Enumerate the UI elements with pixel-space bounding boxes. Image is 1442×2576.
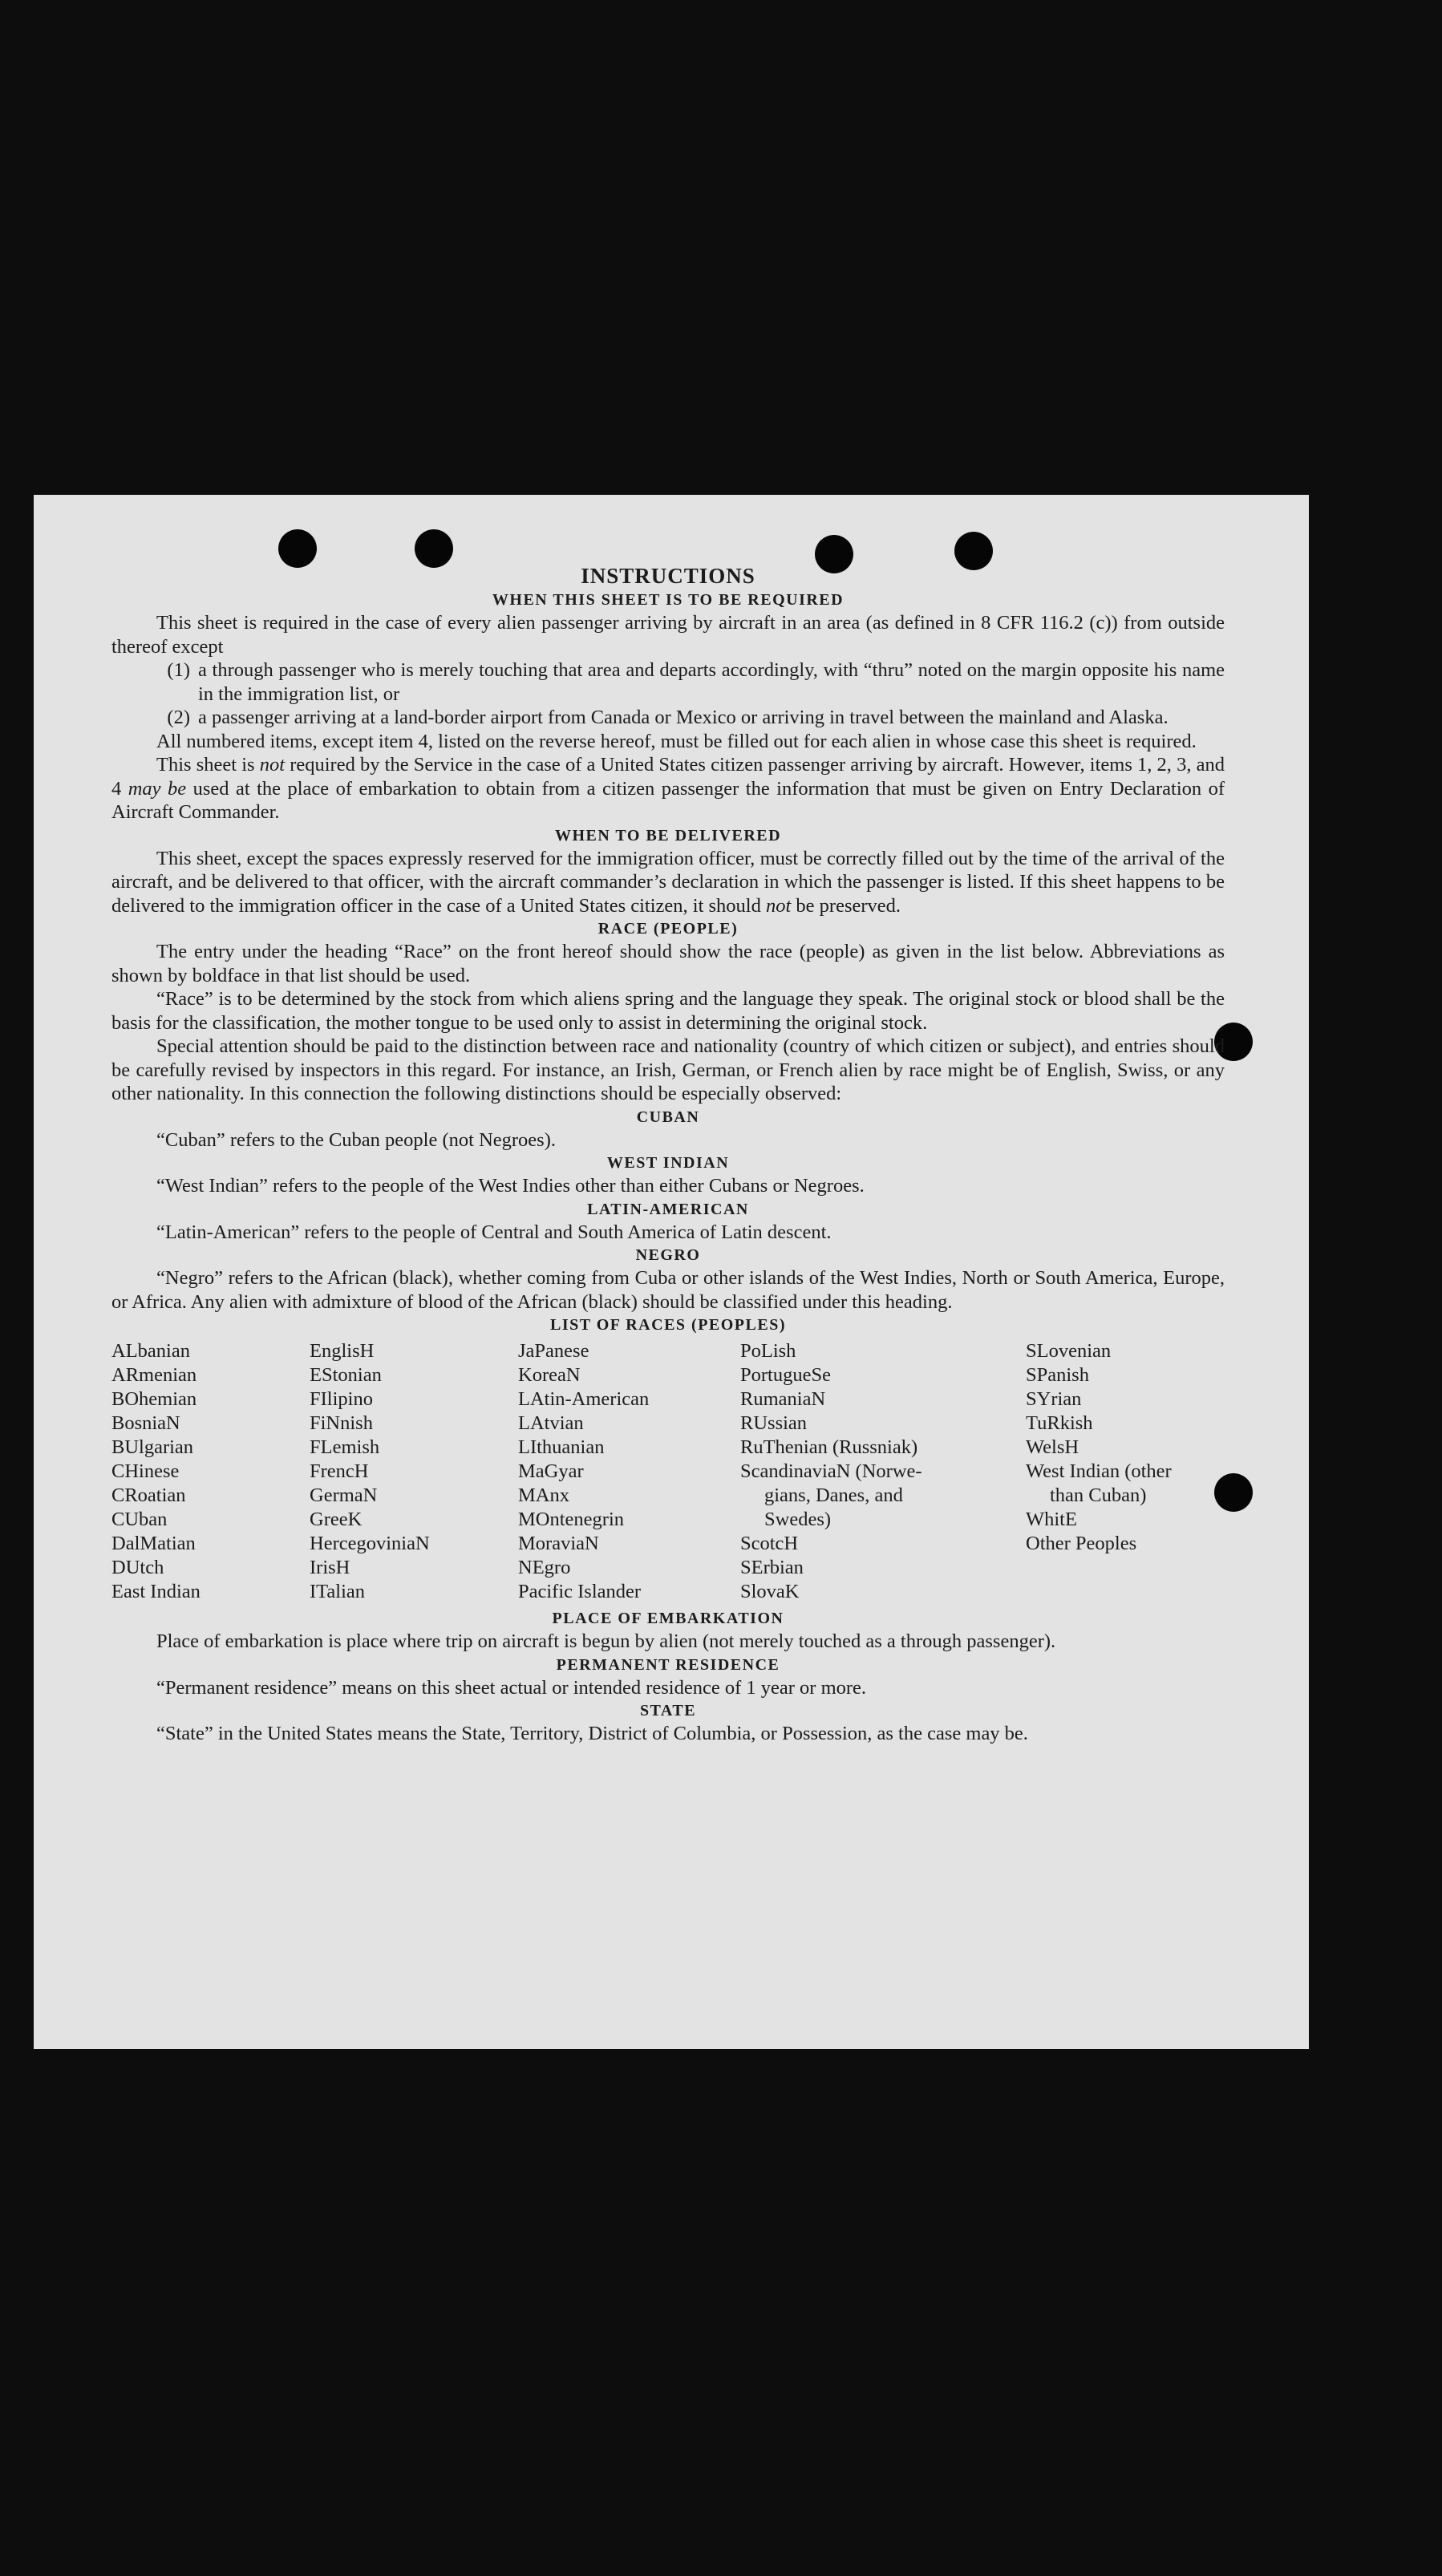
race-item: DUtch — [111, 1557, 164, 1578]
race-item-continued: than Cuban) — [1050, 1484, 1147, 1506]
race-item: Pacific Islander — [518, 1581, 642, 1602]
heading-negro: NEGRO — [635, 1246, 701, 1264]
paragraph: “Latin-American” refers to the people of Central and South America of Latin descent. — [156, 1221, 832, 1243]
paragraph: “Race” is to be determined by the stock from which aliens spring and the language they speak. The original stock or blood shall be the basis for the classification, the mother tongue to be used only to assist in determining the original stock. — [111, 988, 1225, 1034]
race-item-continued: gians, Danes, and — [764, 1484, 903, 1506]
race-item: CUban — [111, 1509, 168, 1530]
race-item: LIthuanian — [518, 1436, 605, 1458]
race-item: SPanish — [1026, 1364, 1089, 1386]
paragraph: This sheet is required in the case of every alien passenger arriving by aircraft in an area (as defined in 8 CFR 116.2 (c)) from outside thereof except — [111, 612, 1225, 658]
race-item: CRoatian — [111, 1484, 186, 1506]
list-item — [111, 658, 1225, 706]
race-item: CHinese — [111, 1460, 180, 1482]
heading-latin-american: LATIN-AMERICAN — [587, 1200, 749, 1218]
race-item: MOntenegrin — [518, 1509, 624, 1530]
race-item: MoraviaN — [518, 1533, 599, 1554]
race-item: EnglisH — [310, 1340, 375, 1362]
text-run: This sheet, except the spaces expressly reserved for the immigration officer, must be correctly filled out by the time of the arrival of the aircraft, and be delivered to that officer, with the aircraft commander’s declaration in which the passenger is listed. If this sheet happens to be delivered to the immigration officer in the case of a United States citizen, it should — [111, 847, 1225, 917]
item-text: a passenger arriving at a land-border airport from Canada or Mexico or arriving in travel between the mainland and Alaska. — [198, 707, 1169, 728]
heading-permanent-residence: PERMANENT RESIDENCE — [556, 1655, 780, 1674]
item-text: a through passenger who is merely touching that area and departs accordingly, with “thru” noted on the margin opposite his name in the immigration list, or — [198, 659, 1225, 705]
race-item: FIlipino — [310, 1388, 373, 1410]
paragraph — [111, 847, 1225, 918]
races-column — [518, 1339, 740, 1604]
race-item: ARmenian — [111, 1364, 197, 1386]
race-item: GermaN — [310, 1484, 378, 1506]
race-item-continued: Swedes) — [764, 1509, 832, 1530]
paragraph: “Permanent residence” means on this sheet actual or intended residence of 1 year or more. — [156, 1676, 867, 1699]
race-item: EStonian — [310, 1364, 382, 1386]
race-item: PoLish — [740, 1340, 796, 1362]
race-item: PortugueSe — [740, 1364, 831, 1386]
race-item: FLemish — [310, 1436, 380, 1458]
race-item: SLovenian — [1026, 1340, 1112, 1362]
race-item: LAtvian — [518, 1412, 584, 1434]
race-item: WelsH — [1026, 1436, 1079, 1458]
paragraph: All numbered items, except item 4, listed on the reverse hereof, must be filled out for each alien in whose case this sheet is required. — [156, 730, 1197, 752]
text-run: This sheet is — [156, 754, 260, 776]
heading-west-indian: WEST INDIAN — [606, 1154, 730, 1172]
race-item: IrisH — [310, 1557, 350, 1578]
race-item: Other Peoples — [1026, 1533, 1137, 1554]
emphasis: may be — [128, 777, 187, 800]
race-item: HercegoviniaN — [310, 1533, 430, 1554]
race-item: SlovaK — [740, 1581, 800, 1602]
race-item: RuThenian (Russniak) — [740, 1436, 918, 1458]
heading-cuban: CUBAN — [636, 1108, 700, 1126]
emphasis: not — [765, 894, 792, 917]
paragraph: “State” in the United States means the State, Territory, District of Columbia, or Possession, as the case may be. — [156, 1723, 1028, 1744]
race-item: BUlgarian — [111, 1436, 194, 1458]
race-item: FrencH — [310, 1460, 369, 1482]
paragraph: “Negro” refers to the African (black), whether coming from Cuba or other islands of the West Indies, North or South America, Europe, or Africa. Any alien with admixture of blood of the African (black) should be classified under this heading. — [111, 1267, 1225, 1313]
paragraph: Place of embarkation is place where trip on aircraft is begun by alien (not merely touched as a through passenger). — [156, 1630, 1056, 1652]
punch-hole — [415, 529, 453, 568]
race-item: NEgro — [518, 1557, 571, 1578]
race-item: WhitE — [1026, 1509, 1077, 1530]
item-number: (2) — [167, 707, 190, 728]
paragraph: Special attention should be paid to the distinction between race and nationality (country of which citizen or subject), and entries should be carefully revised by inspectors in this regard. For instance, an Irish, German, or French alien by race might be of English, Swiss, or any other nationality. In this connection the following distinctions should be especially observed: — [111, 1035, 1225, 1104]
heading-state: STATE — [639, 1702, 697, 1719]
heading-race: RACE (PEOPLE) — [597, 920, 739, 938]
text-run: be preserved. — [791, 894, 901, 917]
race-item: GreeK — [310, 1509, 363, 1530]
race-item: MAnx — [518, 1484, 569, 1506]
race-item: TuRkish — [1026, 1412, 1093, 1434]
race-item: FiNnish — [310, 1412, 373, 1434]
heading-when-delivered: WHEN TO BE DELIVERED — [554, 826, 782, 844]
race-item: MaGyar — [518, 1460, 584, 1482]
race-item: ITalian — [310, 1581, 366, 1602]
races-list — [111, 1339, 1225, 1604]
text-run: used at the place of embarkation to obtain from a citizen passenger the information that must be given on Entry Declaration of Aircraft Commander. — [111, 777, 1225, 823]
race-item: RumaniaN — [740, 1388, 826, 1410]
race-item: JaPanese — [518, 1340, 589, 1362]
paragraph: “West Indian” refers to the people of the West Indies other than either Cubans or Negroes. — [156, 1175, 865, 1197]
races-column — [310, 1339, 518, 1604]
race-item: SErbian — [740, 1557, 804, 1578]
races-column — [740, 1339, 1026, 1604]
race-item: LAtin-American — [518, 1388, 650, 1410]
paragraph — [111, 753, 1225, 824]
item-number: (1) — [167, 659, 190, 681]
heading-list-of-races: LIST OF RACES (PEOPLES) — [549, 1316, 786, 1334]
race-item: ALbanian — [111, 1340, 190, 1362]
race-item: East Indian — [111, 1581, 201, 1602]
instructions-body — [111, 563, 1225, 1746]
race-item: DalMatian — [111, 1533, 196, 1554]
emphasis: not — [259, 754, 286, 776]
instruction-sheet — [34, 495, 1309, 2049]
race-item: BOhemian — [111, 1388, 197, 1410]
list-item — [111, 706, 1225, 730]
race-item: RUssian — [740, 1412, 808, 1434]
races-column — [1026, 1339, 1225, 1604]
heading-when-required: WHEN THIS SHEET IS TO BE REQUIRED — [492, 591, 845, 609]
paragraph: “Cuban” refers to the Cuban people (not Negroes). — [156, 1128, 556, 1151]
heading-place-of-embarkation: PLACE OF EMBARKATION — [552, 1610, 784, 1627]
race-item: BosniaN — [111, 1412, 180, 1434]
races-column — [111, 1339, 310, 1604]
page-title: INSTRUCTIONS — [581, 564, 755, 588]
text-run: required by the Service in the case of a United States citizen passenger arriving by aircraft. However, items 1, 2, 3, and 4 — [111, 754, 1225, 800]
race-item: KoreaN — [518, 1364, 581, 1386]
race-item: ScotcH — [740, 1533, 799, 1554]
race-item: West Indian (other — [1026, 1460, 1172, 1482]
race-item: ScandinaviaN (Norwe- — [740, 1460, 922, 1482]
paragraph: The entry under the heading “Race” on the front hereof should show the race (people) as given in the list below. Abbreviations as shown by boldface in that list should be used. — [111, 941, 1225, 986]
race-item: SYrian — [1026, 1388, 1082, 1410]
punch-hole — [278, 529, 317, 568]
